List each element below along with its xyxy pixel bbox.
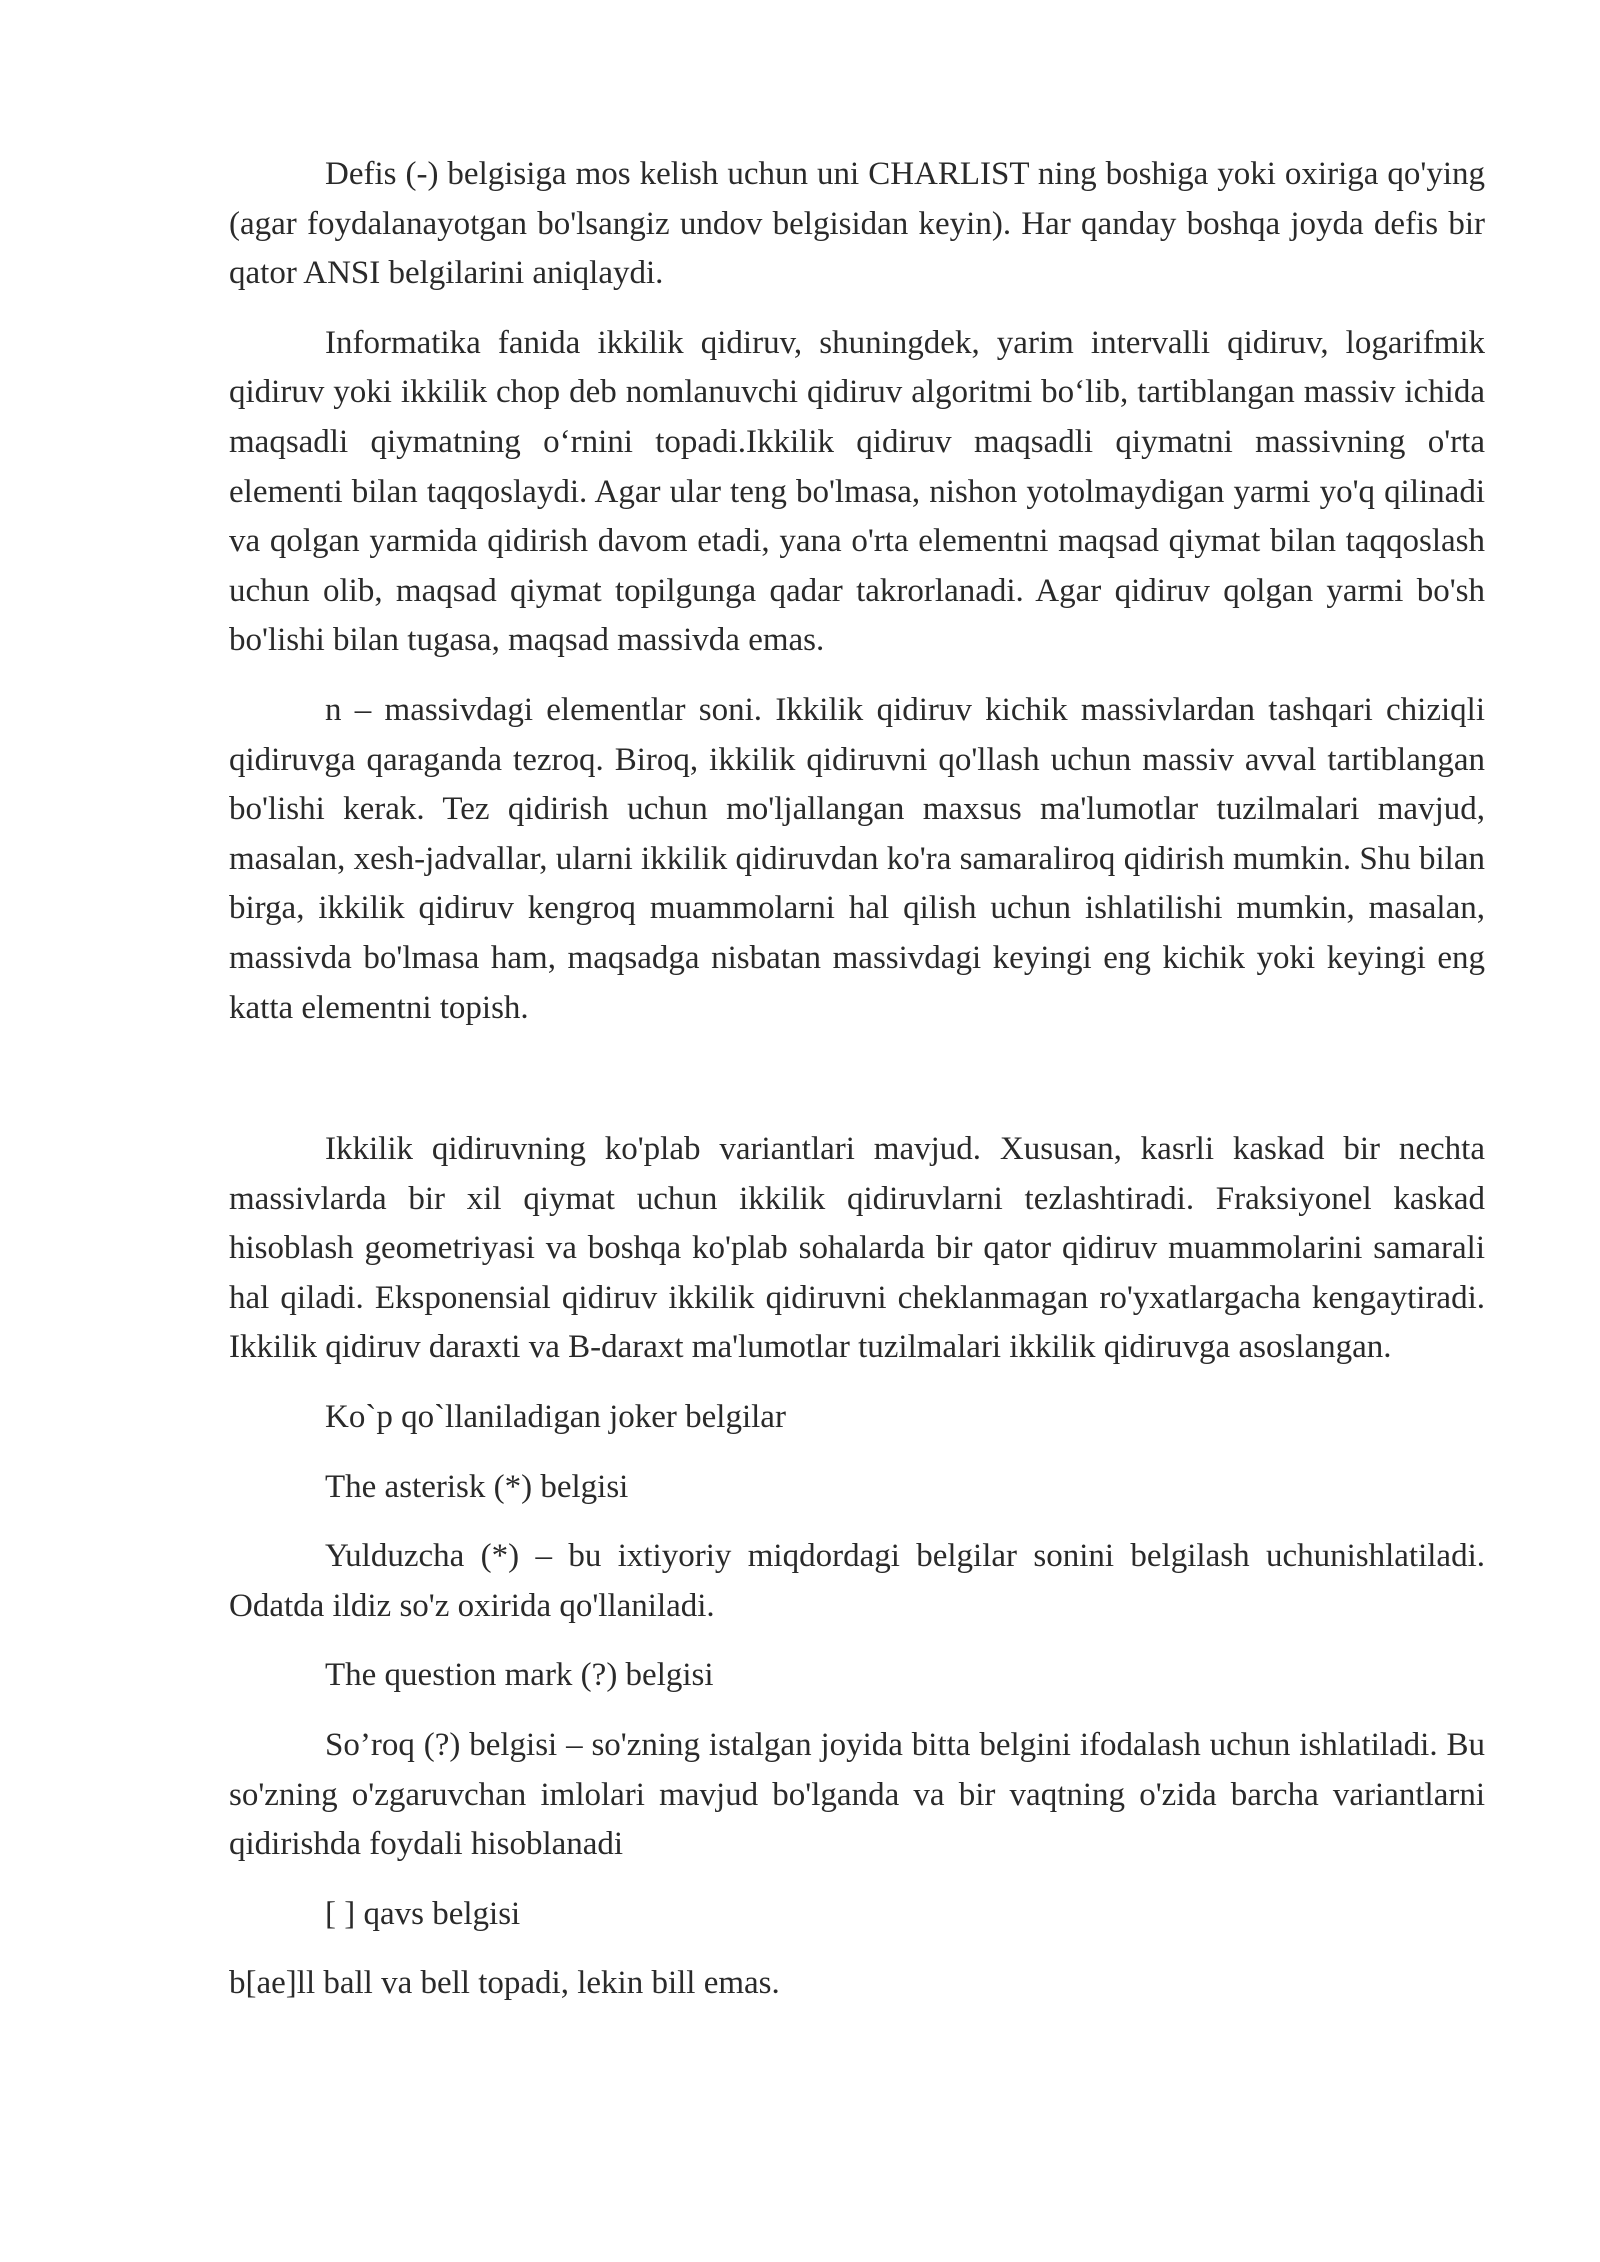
paragraph-binary-search-variants: Ikkilik qidiruvning ko'plab variantlari mavjud. Xususan, kasrli kaskad bir nechta massivlarda bir xil qiymat uchun ikkilik qidiruvlarni tezlashtiradi. Fraksiyonel kaskad hisoblash geometriyasi va boshqa ko'plab sohalarda bir qator qidiruv muammolarini samarali hal qiladi. Eksponensial qidiruv ikkilik qidiruvni cheklanmagan ro'yxatlargacha kengaytiradi. Ikkilik qidiruv daraxti va B-daraxt ma'lumotlar tuzilmalari ikkilik qidiruvga asoslangan.: [229, 1131, 1485, 1366]
paragraph-asterisk: Yulduzcha (*) – bu ixtiyoriy miqdordagi belgilar sonini belgilash uchunishlatiladi. Odatda ildiz so'z oxirida qo'llaniladi.: [229, 1538, 1485, 1624]
heading-asterisk: The asterisk (*) belgisi: [325, 1468, 629, 1505]
paragraph-binary-search-complexity: n – massivdagi elementlar soni. Ikkilik qidiruv kichik massivlardan tashqari chiziqli qidiruvga qaraganda tezroq. Biroq, ikkilik qidiruvni qo'llash uchun massiv avval tartiblangan bo'lishi kerak. Tez qidirish uchun mo'ljallangan maxsus ma'lumotlar tuzilmalari mavjud, masalan, xesh-jadvallar, ularni ikkilik qidiruvdan ko'ra samaraliroq qidirish mumkin. Shu bilan birga, ikkilik qidiruv kengroq muammolarni hal qilish uchun ishlatilishi mumkin, masalan, massivda bo'lmasa ham, maqsadga nisbatan massivdagi keyingi eng kichik yoki keyingi eng katta elementni topish.: [229, 691, 1485, 1026]
heading-brackets: [ ] qavs belgisi: [325, 1895, 521, 1932]
heading-wildcards: Ko`p qo`llaniladigan joker belgilar: [325, 1399, 786, 1436]
heading-question-mark: The question mark (?) belgisi: [325, 1657, 714, 1694]
paragraph-question-mark: So’roq (?) belgisi – so'zning istalgan joyida bitta belgini ifodalash uchun ishlatiladi. Bu so'zning o'zgaruvchan imlolari mavjud bo'lganda va bir vaqtning o'zida barcha variantlarni qidirishda foydali hisoblanadi: [229, 1727, 1485, 1863]
paragraph-brackets-example: b[ae]ll ball va bell topadi, lekin bill emas.: [229, 1965, 780, 2002]
paragraph-defis-charlist: Defis (-) belgisiga mos kelish uchun uni CHARLIST ning boshiga yoki oxiriga qo'ying (agar foydalanayotgan bo'lsangiz undov belgisidan keyin). Har qanday boshqa joyda defis bir qator ANSI belgilarini aniqlaydi.: [229, 156, 1485, 292]
document-page: [229, 150, 1485, 2029]
paragraph-binary-search-definition: Informatika fanida ikkilik qidiruv, shuningdek, yarim intervalli qidiruv, logarifmik qidiruv yoki ikkilik chop deb nomlanuvchi qidiruv algoritmi bo‘lib, tartiblangan massiv ichida maqsadli qiymatning o‘rnini topadi.Ikkilik qidiruv maqsadli qiymatni massivning o'rta elementi bilan taqqoslaydi. Agar ular teng bo'lmasa, nishon yotolmaydigan yarmi yo'q qilinadi va qolgan yarmida qidirish davom etadi, yana o'rta elementni maqsad qiymat bilan taqqoslash uchun olib, maqsad qiymat topilgunga qadar takrorlanadi. Agar qidiruv qolgan yarmi bo'sh bo'lishi bilan tugasa, maqsad massivda emas.: [229, 324, 1485, 659]
